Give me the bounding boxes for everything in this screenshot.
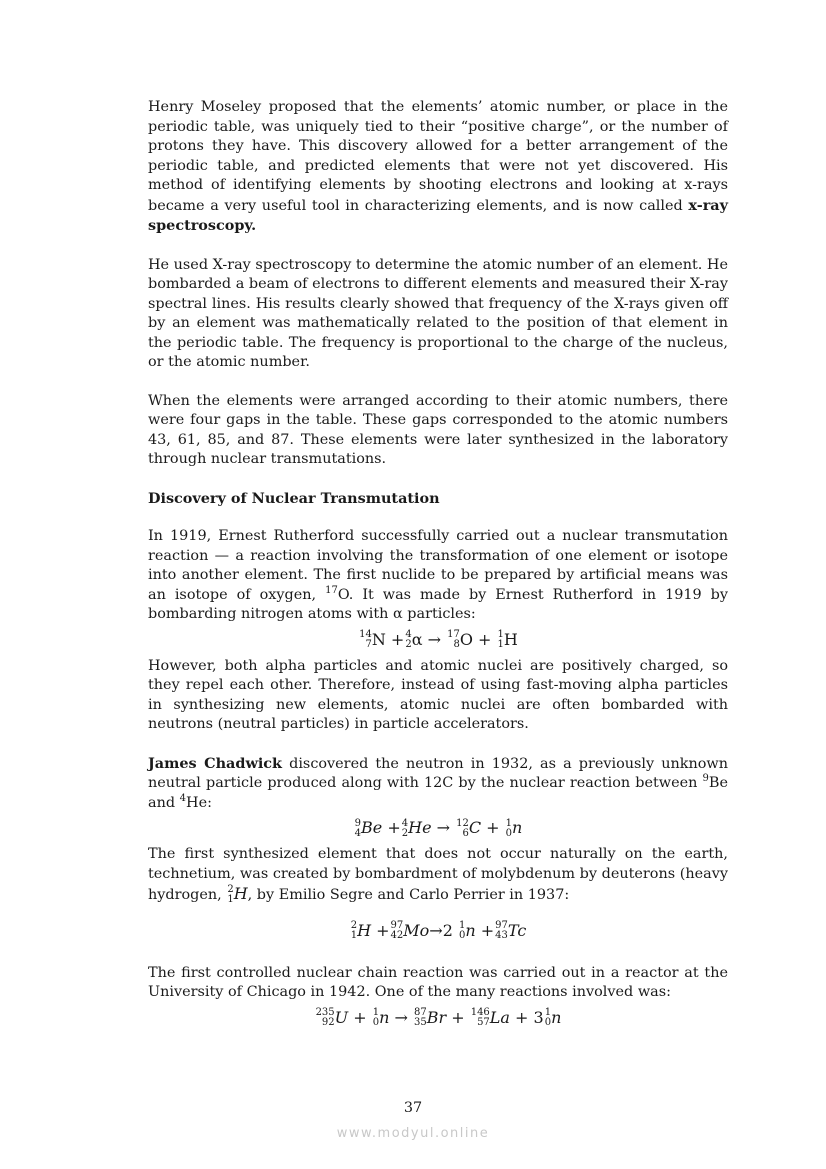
symbol: n: [512, 818, 523, 837]
symbol: n: [379, 1007, 390, 1027]
atomic-number: 1: [227, 893, 234, 905]
nuclide-scripts: [414, 1008, 427, 1028]
symbol: n: [465, 920, 476, 940]
equation-technetium: [148, 920, 728, 942]
operator: +: [475, 920, 495, 940]
symbol: α: [411, 629, 423, 649]
paragraph-text: Henry Moseley proposed that the elements’ atomic number, or place in the periodic table, was uniquely tied to their “positive charge”, or the number of protons they have. This discovery allowed for a better arrangement of the periodic table, and predicted elements that were not yet discovered. His method of identifying elements by shooting electrons and looking at x-rays became a very useful tool in characterizing elements, and is now called: [148, 99, 728, 214]
mass-number: 12: [456, 817, 469, 829]
nuclide-scripts: [316, 1008, 335, 1028]
atomic-number: 0: [372, 1017, 380, 1028]
paragraph-chadwick: [148, 754, 728, 814]
arrow: →: [431, 818, 456, 837]
nuclide-scripts: [456, 819, 469, 839]
symbol: He: [408, 818, 432, 837]
symbol: C: [468, 818, 482, 837]
mass-number: 146: [470, 1007, 490, 1018]
symbol: N: [371, 629, 386, 649]
symbol: Br: [426, 1007, 447, 1027]
atomic-number: 0: [544, 1017, 552, 1028]
atomic-number: 35: [413, 1017, 427, 1028]
atomic-number: 2: [401, 827, 409, 839]
mass-number: 2: [227, 883, 234, 895]
atomic-number: 7: [365, 639, 372, 650]
equation-fission: [148, 1007, 728, 1029]
mass-number: 1: [458, 920, 466, 931]
mass-number: 97: [390, 920, 404, 931]
arrow: →2: [429, 920, 458, 940]
operator: +: [472, 629, 497, 649]
page-number: 37: [403, 1100, 423, 1116]
paragraph-text: In 1919, Ernest Rutherford successfully carried out a nuclear transmutation reaction — a reaction involving the transformation of one element or isotope into another element. The first nuclide to be prepared by artificial means was an isotope of oxygen,: [148, 528, 728, 603]
atomic-number: 2: [405, 639, 412, 650]
symbol: Tc: [507, 920, 527, 940]
mass-number: 1: [372, 1007, 380, 1018]
paragraph-text: , by Emilio Segre and Carlo Perrier in 1937:: [247, 887, 570, 903]
mass-number: 1: [505, 817, 513, 829]
atomic-number: 1: [350, 930, 358, 941]
symbol: H: [233, 884, 248, 903]
mass-number: 1: [544, 1007, 552, 1018]
operator: +: [371, 920, 390, 940]
superscript: 4: [179, 792, 187, 804]
paragraph-text: discovered the neutron in 1932, as a previously unknown neutral particle produced along with 12C by the nuclear reaction between: [148, 755, 728, 791]
superscript: 17: [325, 584, 338, 596]
symbol: U: [334, 1007, 349, 1027]
page-content: [148, 98, 728, 1029]
symbol: H: [357, 920, 372, 940]
paragraph-text: He:: [186, 794, 212, 811]
mass-number: 14: [359, 629, 372, 640]
bold-term: x-ray spectroscopy.: [148, 196, 728, 234]
paragraph-text: The first synthesized element that does not occur naturally on the earth, technetium, was created by bombardment of molybdenum by deuterons (heavy hydrogen,: [148, 846, 728, 903]
mass-number: 97: [495, 920, 508, 931]
atomic-number: 0: [505, 827, 513, 839]
mass-number: 4: [405, 629, 412, 640]
paragraph-moseley: [148, 98, 728, 237]
paragraph-gaps: When the elements were arranged according to their atomic numbers, there were four gaps in the table. These gaps corresponded to the atomic numbers 43, 61, 85, and 87. These elements were later synthesized in the laboratory through nuclear transmutations.: [148, 392, 728, 467]
paragraph-text: O. It was made by Ernest Rutherford in 1919 by bombarding nitrogen atoms with α particles:: [148, 586, 729, 622]
mass-number: 2: [350, 920, 358, 931]
atomic-number: 6: [462, 827, 469, 839]
mass-number: 1: [497, 629, 504, 640]
nuclide-scripts: [447, 630, 460, 650]
symbol: O: [459, 629, 473, 649]
atomic-number: 8: [453, 639, 460, 650]
operator: +: [382, 818, 401, 837]
website-watermark: www.modyul.online: [336, 1126, 490, 1141]
paragraph-xray: He used X-ray spectroscopy to determine the atomic number of an element. He bombarded a beam of electrons to different elements and measured their X-ray spectral lines. His results clearly showed that frequency of the X-rays given off by an element was mathematically related to the position of that element in the periodic table. The frequency is proportional to the charge of the nucleus, or the atomic number.: [148, 256, 728, 370]
equation-chadwick: [148, 817, 728, 839]
paragraph-technetium: [148, 845, 728, 906]
mass-number: 4: [401, 817, 409, 829]
bold-name: James Chadwick: [148, 754, 283, 772]
operator: +: [481, 818, 505, 837]
paragraph-text: Be and: [148, 775, 728, 811]
symbol: La: [489, 1007, 510, 1027]
nuclide-scripts: [391, 921, 404, 941]
symbol: n: [551, 1007, 562, 1027]
mass-number: 9: [354, 817, 361, 829]
mass-number: 235: [315, 1007, 335, 1018]
atomic-number: 0: [458, 930, 466, 941]
atomic-number: 92: [321, 1017, 335, 1028]
symbol: Mo: [403, 920, 430, 940]
nuclide-scripts: [495, 921, 508, 941]
nuclide-scripts: [471, 1008, 490, 1028]
superscript: 9: [702, 773, 709, 785]
operator: +: [446, 1007, 470, 1027]
atomic-number: 42: [390, 930, 404, 941]
symbol: H: [503, 629, 518, 649]
nuclide-scripts: [359, 630, 372, 650]
operator: +: [348, 1007, 372, 1027]
arrow: →: [422, 629, 447, 649]
paragraph-chain-reaction: The first controlled nuclear chain reaction was carried out in a reactor at the University of Chicago in 1942. One of the many reactions involved was:: [148, 964, 728, 1000]
mass-number: 17: [447, 629, 460, 640]
mass-number: 87: [413, 1007, 427, 1018]
arrow: →: [389, 1007, 413, 1027]
symbol: Be: [361, 818, 383, 837]
atomic-number: 4: [354, 827, 361, 839]
section-heading: Discovery of Nuclear Transmutation: [148, 489, 440, 507]
equation-rutherford: [148, 629, 728, 651]
paragraph-repel: However, both alpha particles and atomic nuclei are positively charged, so they repel each other. Therefore, instead of using fast-moving alpha particles in synthesizing new elements, atomic nuclei are often bombarded with neutrons (neutral particles) in particle accelerators.: [148, 657, 728, 732]
atomic-number: 1: [497, 639, 504, 650]
operator: +: [385, 629, 405, 649]
atomic-number: 43: [495, 930, 508, 941]
atomic-number: 57: [477, 1017, 490, 1028]
paragraph-rutherford: [148, 527, 728, 625]
operator: + 3: [509, 1007, 544, 1027]
